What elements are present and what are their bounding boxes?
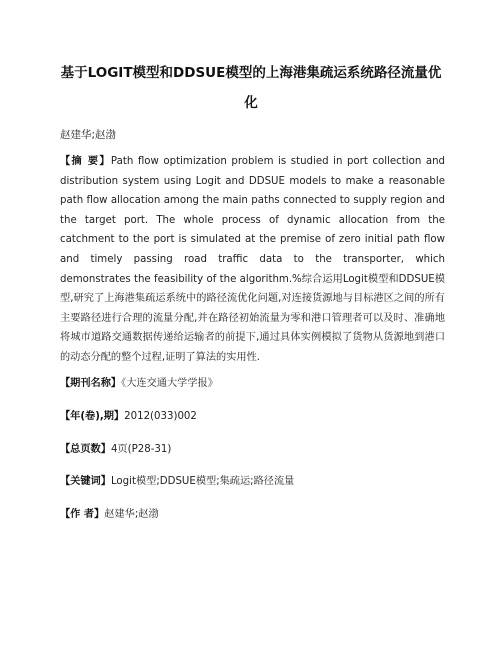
keywords-row [60, 472, 445, 487]
journal-label: 【期刊名称】 [60, 378, 122, 389]
keywords-value: Logit模型;DDSUE模型;集疏运;路径流量 [110, 476, 295, 487]
pages-label: 【总页数】 [60, 444, 111, 455]
pages-row [60, 440, 445, 455]
pages-value: 4页(P28-31) [110, 444, 172, 455]
year-value: 2012(033)002 [124, 411, 197, 422]
keywords-label: 【关键词】 [60, 476, 111, 487]
author-label: 【作 者】 [60, 509, 105, 520]
author-value: 赵建华;赵渤 [104, 509, 159, 520]
author-row [60, 505, 445, 520]
abstract-text: Path flow optimization problem is studied in port collection and distribution system using Logit and DDSUE models to make a reasonable path flow allocation among the main paths connected to supply region and the target port. The whole process of dynamic allocation from the catchment to the port is simulated at the premise of zero initial path flow and timely passing road traffic data to the transporter, which demonstrates the feasibility of the algorithm.%综合运用Logit模型和DDSUE模型,研究了上海港集疏运系统中的路径流优化问题,对连接货源地与目标港区之间的所有主要路径进行合理的流量分配,并在路径初始流量为零和港口管理者可以及时、准确地将城市道路交通数据传递给运输者的前提下,通过具体实例模拟了货物从货源地到港口的动态分配的整个过程,证明了算法的实用性. [60, 156, 446, 363]
authors-line: 赵建华;赵渤 [60, 129, 117, 141]
year-row [60, 407, 445, 422]
document-title: 基于LOGIT模型和DDSUE模型的上海港集疏运系统路径流量优化 [60, 65, 442, 111]
abstract-label: 【摘 要】 [60, 156, 111, 167]
abstract [60, 152, 445, 368]
year-label: 【年(卷),期】 [60, 411, 125, 422]
journal-row [60, 374, 445, 389]
journal-value: 《大连交通大学学报》 [121, 378, 218, 389]
